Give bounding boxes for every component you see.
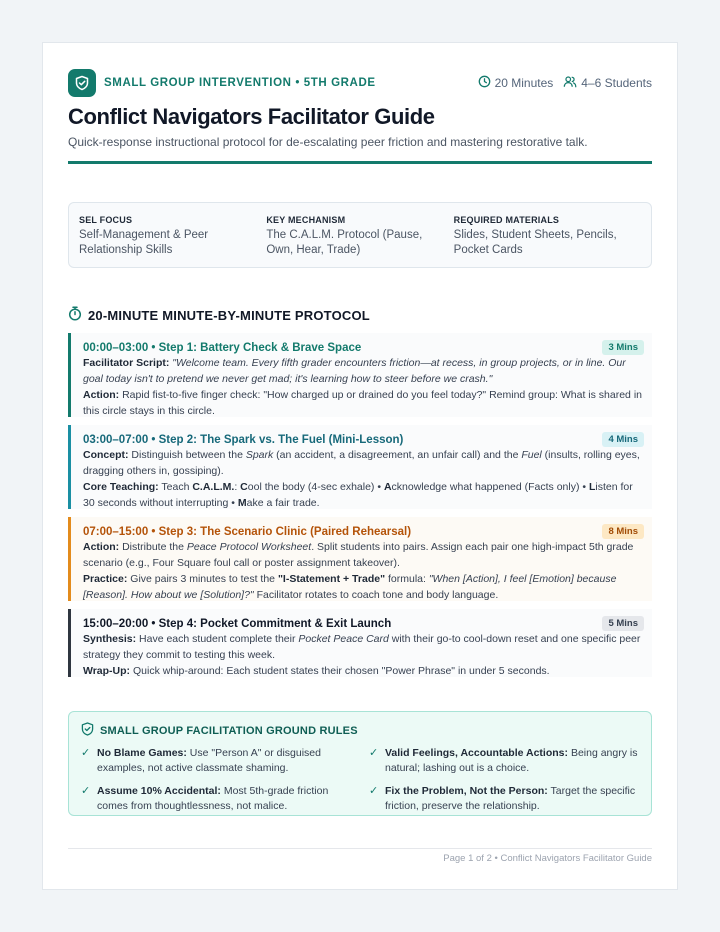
step-detail xyxy=(83,355,644,387)
header-divider xyxy=(68,161,652,164)
users-icon xyxy=(563,75,577,91)
step-detail xyxy=(83,387,644,419)
detail-label: Wrap-Up: xyxy=(83,665,131,677)
rule-label: Assume 10% Accidental: xyxy=(97,785,221,797)
detail-strong: L xyxy=(589,481,596,493)
detail-label: Action: xyxy=(83,541,120,553)
detail-text: ake a fair trade. xyxy=(246,497,320,509)
info-value: The C.A.L.M. Protocol (Pause, Own, Hear, Trade) xyxy=(266,229,423,256)
detail-emphasis: Spark xyxy=(245,449,274,461)
info-label: KEY MECHANISM xyxy=(266,215,346,225)
detail-text: Teach xyxy=(161,481,193,493)
eyebrow-label: SMALL GROUP INTERVENTION • 5TH GRADE xyxy=(104,77,376,89)
overview-box xyxy=(68,202,652,268)
rule-item xyxy=(81,784,351,814)
step-title: 07:00–15:00 • Step 3: The Scenario Clinic (Paired Rehearsal) xyxy=(83,525,412,538)
duration-text: 20 Minutes xyxy=(494,76,554,90)
session-meta xyxy=(478,75,652,91)
detail-text: Rapid fist-to-five finger check: "How charged up or drained do you feel today?" Remind group: What is shared in this circle stays in this circle. xyxy=(83,389,642,417)
check-icon: ✓ xyxy=(81,747,91,759)
detail-strong: C.A.L.M. xyxy=(192,481,235,493)
detail-text: Distinguish between the xyxy=(131,449,246,461)
document-page xyxy=(42,42,678,890)
duration-badge: 3 Mins xyxy=(602,340,644,355)
detail-label: Facilitator Script: xyxy=(83,357,170,369)
rule-text: Most 5th-grade friction comes from thoughtlessness, not malice. xyxy=(97,785,329,812)
detail-text: cknowledge what happened (Facts only) • xyxy=(391,481,589,493)
clock-icon xyxy=(478,75,491,91)
rule-item xyxy=(369,784,639,814)
detail-text: : xyxy=(234,481,241,493)
protocol-heading xyxy=(68,306,652,324)
rule-text: Use "Person A" or disguised examples, not active classmate shaming. xyxy=(97,747,321,774)
page-title: Conflict Navigators Facilitator Guide xyxy=(68,104,435,129)
info-value: Self-Management & Peer Relationship Skills xyxy=(79,229,209,256)
step-detail xyxy=(83,447,644,479)
detail-text: (insults, rolling eyes, dragging others in, gossiping). xyxy=(83,449,640,477)
detail-label: Action: xyxy=(83,389,120,401)
rule-item xyxy=(369,746,639,776)
step-card-3 xyxy=(68,517,652,601)
detail-text: . Split students into pairs. Assign each pair one high-impact 5th grade scenario (e.g., Four Square foul call or poster assignment takeover). xyxy=(83,541,634,569)
page-footer: Page 1 of 2 • Conflict Navigators Facilitator Guide xyxy=(68,848,652,864)
step-title: 00:00–03:00 • Step 1: Battery Check & Brave Space xyxy=(83,341,362,354)
detail-text: with their go-to cool-down reset and one specific peer strategy they commit to testing this week. xyxy=(83,633,641,661)
group-size-meta xyxy=(563,75,652,91)
document-header xyxy=(68,68,652,98)
step-detail xyxy=(83,539,644,571)
rule-label: No Blame Games: xyxy=(97,747,187,759)
check-icon: ✓ xyxy=(369,747,379,759)
ground-rules-heading xyxy=(81,722,639,739)
duration-meta xyxy=(478,75,554,91)
info-label: SEL FOCUS xyxy=(79,215,133,225)
ground-rules-box xyxy=(68,711,652,816)
info-label: REQUIRED MATERIALS xyxy=(453,215,560,225)
step-detail xyxy=(83,663,644,679)
detail-text: Quick whip-around: Each student states their chosen "Power Phrase" in under 5 seconds. xyxy=(132,665,550,677)
step-detail xyxy=(83,631,644,663)
step-title: 15:00–20:00 • Step 4: Pocket Commitment & Exit Launch xyxy=(83,617,392,630)
check-icon: ✓ xyxy=(81,785,91,797)
detail-strong: C xyxy=(240,481,248,493)
protocol-steps xyxy=(68,333,652,677)
detail-emphasis: "When [Action], I feel [Emotion] because [Reason]. How about we [Solution]?" xyxy=(83,573,617,601)
detail-text: (an accident, a disagreement, an unfair call) and the xyxy=(273,449,522,461)
detail-strong: "I-Statement + Trade" xyxy=(277,573,386,585)
key-mechanism xyxy=(266,215,453,257)
duration-badge: 8 Mins xyxy=(602,524,644,539)
detail-text: Facilitator rotates to coach tone and body language. xyxy=(253,589,499,601)
detail-text: Have each student complete their xyxy=(139,633,299,645)
step-detail xyxy=(83,479,644,511)
rule-text: Target the specific friction, preserve the relationship. xyxy=(385,785,636,812)
detail-text: Give pairs 3 minutes to test the xyxy=(130,573,278,585)
rule-text: Being angry is natural; lashing out is a choice. xyxy=(385,747,638,774)
detail-text: isten for 30 seconds without interrupting • xyxy=(83,481,633,509)
info-value: Slides, Student Sheets, Pencils, Pocket Cards xyxy=(453,229,617,256)
detail-label: Core Teaching: xyxy=(83,481,159,493)
detail-text: Distribute the xyxy=(122,541,187,553)
shield-chat-icon xyxy=(68,69,96,97)
duration-badge: 4 Mins xyxy=(602,432,644,447)
duration-badge: 5 Mins xyxy=(602,616,644,631)
detail-label: Concept: xyxy=(83,449,129,461)
rule-item xyxy=(81,746,351,776)
step-title: 03:00–07:00 • Step 2: The Spark vs. The Fuel (Mini-Lesson) xyxy=(83,433,404,446)
sel-focus xyxy=(79,215,266,257)
step-card-4 xyxy=(68,609,652,677)
stopwatch-icon xyxy=(68,306,82,324)
page-subtitle: Quick-response instructional protocol for de-escalating peer friction and mastering restorative talk. xyxy=(68,135,588,149)
detail-emphasis: Fuel xyxy=(521,449,542,461)
detail-label: Practice: xyxy=(83,573,128,585)
detail-label: Synthesis: xyxy=(83,633,137,645)
protocol-title: 20-MINUTE MINUTE-BY-MINUTE PROTOCOL xyxy=(88,307,370,323)
ground-rules-list xyxy=(81,746,639,814)
brand xyxy=(68,69,376,97)
shield-check-icon xyxy=(81,722,94,739)
step-card-1 xyxy=(68,333,652,417)
detail-text: ool the body (4-sec exhale) • xyxy=(247,481,384,493)
detail-emphasis: Peace Protocol Worksheet xyxy=(186,541,312,553)
rule-label: Valid Feelings, Accountable Actions: xyxy=(385,747,569,759)
group-size-text: 4–6 Students xyxy=(581,76,652,90)
required-materials xyxy=(454,215,641,257)
check-icon: ✓ xyxy=(369,785,379,797)
ground-rules-title: SMALL GROUP FACILITATION GROUND RULES xyxy=(100,724,358,737)
detail-text: "Welcome team. Every fifth grader encounters friction—at recess, in group projects, or in line. Our goal today isn't to pretend we never get mad; it's learning how to steer before we crash." xyxy=(83,357,626,385)
detail-emphasis: Pocket Peace Card xyxy=(298,633,389,645)
detail-strong: A xyxy=(383,481,392,493)
step-card-2 xyxy=(68,425,652,509)
step-detail xyxy=(83,571,644,603)
detail-strong: M xyxy=(237,497,247,509)
detail-text: formula: xyxy=(385,573,429,585)
rule-label: Fix the Problem, Not the Person: xyxy=(385,785,548,797)
